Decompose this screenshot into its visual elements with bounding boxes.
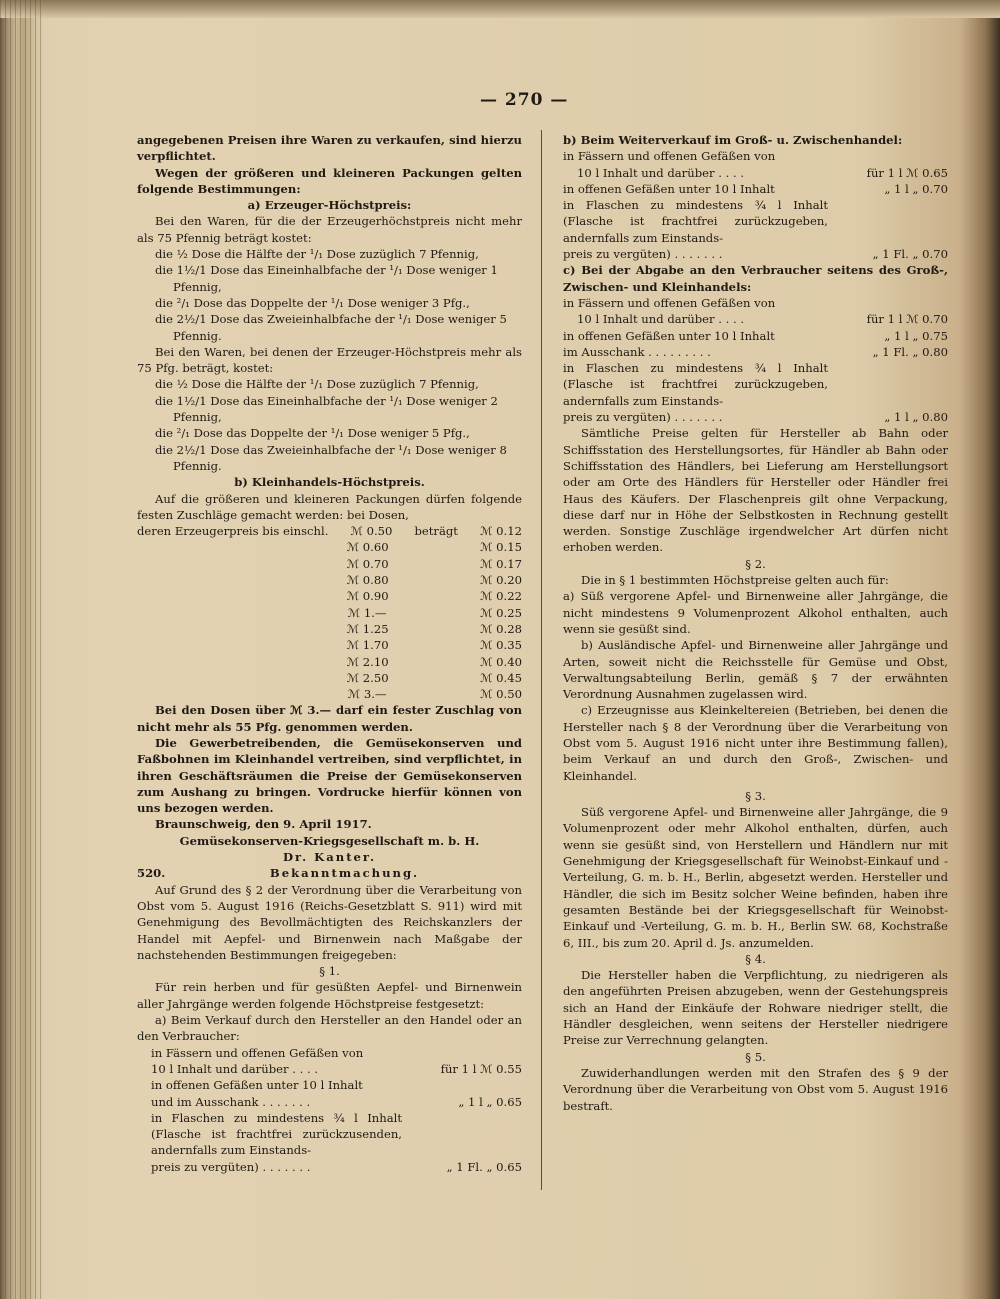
price-value: für 1 l ℳ 0.65 [866,165,948,180]
price-line: in Flaschen zu mindestens ¾ l Inhalt (Flasche ist frachtfrei zurückzusenden, andernfalls zum Einstands- [151,1110,402,1158]
price-line [563,344,948,360]
table-cell: ℳ 1.25 [346,621,389,636]
price-label: in offenen Gefäßen unter 10 l Inhalt [563,181,775,196]
table-cell: ℳ 0.28 [480,621,522,636]
column-rule [541,130,542,1190]
price-line: in Fässern und offenen Gefäßen von [563,149,776,164]
price-value: „ 1 Fl. „ 0.65 [446,1159,522,1174]
paragraph: Bei den Waren, bei denen der Erzeuger-Höchstpreis mehr als 75 Pfg. beträgt, kostet: [137,344,522,376]
list-item: die ²/₁ Dose das Doppelte der ¹/₁ Dose weniger 3 Pfg., [155,295,470,310]
table-cell: ℳ 0.50 [480,687,522,702]
list-item: die 1½/1 Dose das Eineinhalbfache der ¹/₁ Dose weniger 2 Pfennig, [155,393,498,425]
paragraph: Wegen der größeren und kleineren Packungen gelten folgende Bestimmungen: [137,165,522,196]
price-label: in offenen Gefäßen unter 10 l Inhalt [563,328,775,343]
price-line: in Flaschen zu mindestens ¾ l Inhalt (Flasche ist frachtfrei zurückzugeben, andernfalls zum Einstands- [563,361,828,408]
table-cell: ℳ 0.60 [346,540,389,555]
ditto-marks [137,539,301,555]
paragraph: Zuwiderhandlungen werden mit den Strafen des § 9 der Verordnung über die Verarbeitung von Obst vom 5. August 1916 bestraft. [563,1065,948,1113]
table-cell: ℳ 0.40 [480,654,522,669]
price-line [137,1061,522,1077]
table-cell: ℳ 1.— [347,605,387,620]
list-item: die ½ Dose die Hälfte der ¹/₁ Dose zuzüglich 7 Pfennig, [155,247,479,262]
ditto-marks [137,686,301,702]
ditto-marks [137,605,301,621]
signature: Dr. Kanter. [283,850,376,865]
paragraph: angegebenen Preisen ihre Waren zu verkaufen, sind hierzu verpflichtet. [137,133,522,164]
table-cell: ℳ 0.45 [480,670,522,685]
announcement-title: Bekanntmachung. [269,866,420,881]
table-row [137,637,522,653]
paragraph: Für rein herben und für gesüßten Aepfel- und Birnenwein aller Jahrgänge werden folgende Höchstpreise festgesetzt: [137,980,522,1011]
price-label: im Ausschank . . . . . . . . . [563,344,711,359]
list-item: die ²/₁ Dose das Doppelte der ¹/₁ Dose weniger 5 Pfg., [155,426,470,441]
price-value: „ 1 Fl. „ 0.80 [872,344,948,359]
list-item: die 1½/1 Dose das Eineinhalbfache der ¹/₁ Dose weniger 1 Pfennig, [155,263,498,294]
paragraph: Bei den Waren, für die der Erzeugerhöchstpreis nicht mehr als 75 Pfennig beträgt kostet: [137,214,522,245]
price-line: in Fässern und offenen Gefäßen von [563,295,776,310]
price-line [137,1159,522,1175]
price-label: 10 l Inhalt und darüber . . . . [151,1061,318,1076]
table-cell: ℳ 0.17 [480,556,522,571]
price-label: und im Ausschank . . . . . . . [151,1094,311,1109]
ditto-marks [137,572,301,588]
right-column [563,132,948,1114]
table-cell: ℳ 0.22 [480,589,522,604]
price-line: in Flaschen zu mindestens ¾ l Inhalt (Flasche ist frachtfrei zurückzugeben, andernfalls zum Einstands- [563,198,828,245]
organization: Gemüsekonserven-Kriegsgesellschaft m. b. H. [179,833,480,848]
section-heading: § 2. [745,556,766,571]
subheading: b) Beim Weiterverkauf im Groß- u. Zwischenhandel: [563,133,903,147]
table-cell: ℳ 0.90 [346,589,389,604]
price-line [563,328,948,344]
table-row [137,572,522,588]
price-line [563,181,948,197]
table-cell: ℳ 1.70 [346,638,389,653]
left-column [137,132,522,1175]
table-row [137,556,522,572]
price-label: 10 l Inhalt und darüber . . . . [577,165,744,180]
price-line: in Fässern und offenen Gefäßen von [151,1045,364,1060]
table-cell: ℳ 0.25 [480,605,522,620]
list-item: die 2½/1 Dose das Zweieinhalbfache der ¹/₁ Dose weniger 5 Pfennig. [155,312,507,343]
ditto-marks [137,556,301,572]
ditto-marks [137,621,301,637]
paragraph: Auf Grund des § 2 der Verordnung über die Verarbeitung von Obst vom 5. August 1916 (Reichs-Gesetzblatt S. 911) wird mit Genehmigung des Bevollmächtigten des Reichskanzlers der Handel mit Aepfel- und Birnenwein nach Maßgabe der nachstehenden Bestimmungen freigegeben: [137,882,522,962]
ditto-marks [137,654,301,670]
paragraph: Auf die größeren und kleineren Packungen dürfen folgende festen Zuschläge gemacht werden: bei Dosen, [137,491,522,522]
table-cell: ℳ 0.15 [480,540,522,555]
paragraph: a) Süß vergorene Apfel- und Birnenweine aller Jahrgänge, die nicht mindestens 9 Volumenprozent Alkohol enthalten, auch wenn sie gesüßt sind. [563,589,948,636]
paragraph: b) Ausländische Apfel- und Birnenweine aller Jahrgänge und Arten, soweit nicht die Reichsstelle für Gemüse und Obst, Verwaltungsabteilung Berlin, gemäß § 7 der erwähnten Verordnung Ausnahmen zugelassen wird. [563,638,948,702]
table-cell: ℳ 0.50 [350,524,393,539]
book-page-edges [0,0,45,1299]
ditto-marks [137,588,301,604]
price-value: für 1 l ℳ 0.70 [866,312,948,327]
subheading: b) Kleinhandels-Höchstpreis. [234,475,425,490]
price-label: preis zu vergüten) . . . . . . . [563,410,723,425]
page-number: — 270 — [480,90,569,110]
surcharge-table [137,539,522,702]
table-row [137,523,522,539]
price-line [137,1094,522,1110]
price-value: „ 1 l „ 0.70 [884,181,948,196]
price-line [563,246,948,262]
table-row [137,605,522,621]
section-heading: § 1. [319,964,340,979]
table-row [137,686,522,702]
table-row [137,654,522,670]
table-cell: ℳ 0.12 [480,524,522,539]
price-label: preis zu vergüten) . . . . . . . [563,247,723,262]
announcement-number: 520. [137,866,166,881]
price-value: „ 1 l „ 0.80 [884,410,948,425]
table-row [137,539,522,555]
section-heading: § 4. [745,951,766,966]
ditto-marks [137,670,301,686]
paragraph: Die in § 1 bestimmten Höchstpreise gelten auch für: [581,573,889,588]
section-heading: § 5. [745,1049,766,1064]
price-value: „ 1 Fl. „ 0.70 [872,247,948,262]
table-row [137,621,522,637]
paragraph: Die Gewerbetreibenden, die Gemüsekonserven und Faßbohnen im Kleinhandel vertreiben, sind verpflichtet, in ihren Geschäftsräumen die Preise der Gemüsekonserven zum Aushang zu bringen. Vordrucke hierfür können von uns bezogen werden. [137,735,522,816]
price-value: „ 1 l „ 0.75 [884,328,948,343]
table-cell: ℳ 0.20 [480,573,522,588]
page-content [120,12,950,1252]
ditto-marks [137,637,301,653]
table-cell: ℳ 2.50 [346,670,389,685]
price-line: in offenen Gefäßen unter 10 l Inhalt [151,1078,363,1093]
table-cell: ℳ 0.70 [346,556,389,571]
section-heading: § 3. [745,788,766,803]
price-line [563,311,948,327]
table-row [137,588,522,604]
price-line [563,409,948,425]
paragraph: Sämtliche Preise gelten für Hersteller ab Bahn oder Schiffsstation des Herstellungsortes, für Händler ab Bahn oder Schiffsstation des Händlers, bei Lieferung am Herstellungsort oder am Orte des Händlers für Hersteller oder Händler frei Haus des Käufers. Der Flaschenpreis gilt ohne Verpackung, diese darf nur in Höhe der Selbstkosten in Rechnung gestellt werden. Sonstige Zuschläge irgendwelcher Art dürfen nicht erhoben werden. [563,426,948,555]
table-cell: ℳ 0.35 [480,638,522,653]
table-cell: beträgt [414,524,458,539]
paragraph: Süß vergorene Apfel- und Birnenweine aller Jahrgänge, die 9 Volumenprozent oder mehr Alkohol enthalten, dürfen, auch wenn sie gesüßt sind, von Herstellern und Händlern nur mit Genehmigung der Kriegsgesellschaft für Weinobst-Einkauf und -Verteilung, G. m. b. H., Berlin, abgesetzt werden. Hersteller und Händler, die sich im Besitz solcher Weine befinden, haben ihre gesamten Bestände bei der Kriegsgesellschaft für Weinobst-Einkauf und -Verteilung, G. m. b. H., Berlin SW. 68, Kochstraße 6, III., bis zum 20. April d. Js. anzumelden. [563,805,948,950]
paragraph: Bei den Dosen über ℳ 3.— darf ein fester Zuschlag von nicht mehr als 55 Pfg. genommen werden. [137,703,522,734]
subheading: c) Bei der Abgabe an den Verbraucher seitens des Groß-, Zwischen- und Kleinhandels: [563,263,948,294]
date-line: Braunschweig, den 9. April 1917. [155,817,372,832]
price-value: für 1 l ℳ 0.55 [440,1061,522,1076]
price-line [563,165,948,181]
price-label: preis zu vergüten) . . . . . . . [151,1159,311,1174]
price-value: „ 1 l „ 0.65 [458,1094,522,1109]
table-row [137,670,522,686]
table-cell: deren Erzeugerpreis bis einschl. [137,524,329,539]
paragraph: a) Beim Verkauf durch den Hersteller an den Handel oder an den Verbraucher: [137,1013,522,1044]
subheading: a) Erzeuger-Höchstpreis: [247,198,412,213]
paragraph: Die Hersteller haben die Verpflichtung, zu niedrigeren als den angeführten Preisen abzugeben, wenn der Gestehungspreis sich an Hand der Einkäufe der Rohware niedriger stellt, die Händler desgleichen, wenn seitens der Hersteller niedrigere Preise zur Verrechnung gelangten. [563,968,948,1048]
table-cell: ℳ 0.80 [346,573,389,588]
table-cell: ℳ 2.10 [346,654,389,669]
price-label: 10 l Inhalt und darüber . . . . [577,312,744,327]
list-item: die ½ Dose die Hälfte der ¹/₁ Dose zuzüglich 7 Pfennig, [155,377,479,392]
paragraph: c) Erzeugnisse aus Kleinkeltereien (Betrieben, bei denen die Hersteller nach § 8 der Verordnung über die Verarbeitung von Obst vom 5. August 1916 nicht unter ihre Bestimmung fallen), beim Verkauf an und durch den Groß-, Zwischen- und Kleinhandel. [563,703,948,783]
list-item: die 2½/1 Dose das Zweieinhalbfache der ¹/₁ Dose weniger 8 Pfennig. [155,442,507,473]
announcement-heading [137,865,522,881]
table-cell: ℳ 3.— [347,687,387,702]
